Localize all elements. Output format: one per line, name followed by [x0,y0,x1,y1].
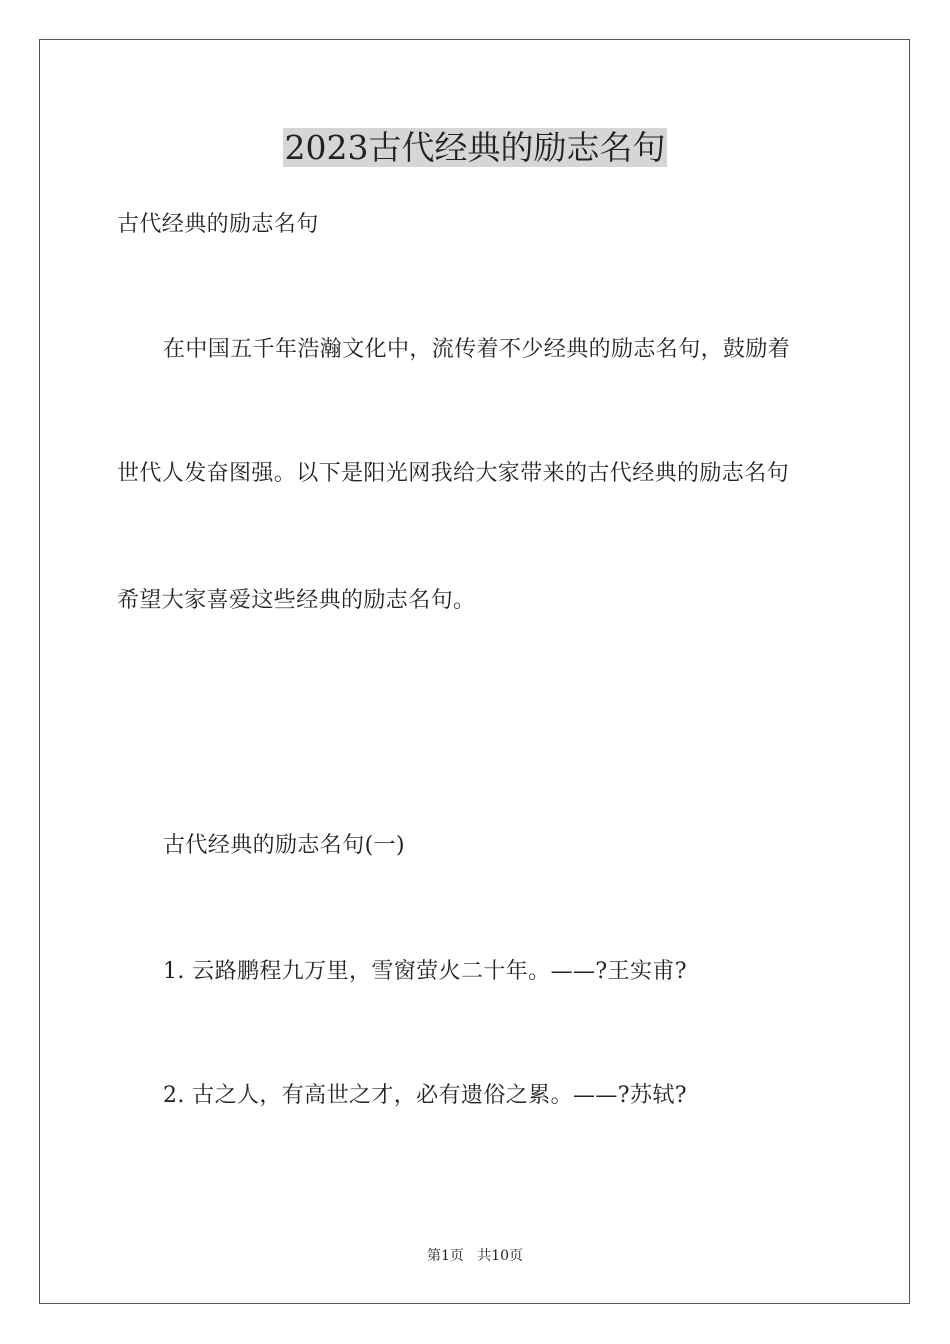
section-heading: 古代经典的励志名句(一) [163,833,405,858]
quote-item-2: 2. 古之人，有高世之才，必有遗俗之累。——?苏轼? [163,1083,687,1108]
document-title-text: 2023古代经典的励志名句 [284,128,666,167]
document-title [0,126,950,170]
quote-item-1: 1. 云路鹏程九万里，雪窗萤火二十年。——?王实甫? [163,959,687,984]
document-subtitle: 古代经典的励志名句 [117,212,319,237]
page-footer: 第1页 共10页 [426,1248,524,1264]
intro-line-2: 世代人发奋图强。以下是阳光网我给大家带来的古代经典的励志名句 [117,461,790,486]
intro-line-3: 希望大家喜爱这些经典的励志名句。 [117,588,476,613]
intro-line-1: 在中国五千年浩瀚文化中，流传着不少经典的励志名句，鼓励着 [163,337,791,362]
